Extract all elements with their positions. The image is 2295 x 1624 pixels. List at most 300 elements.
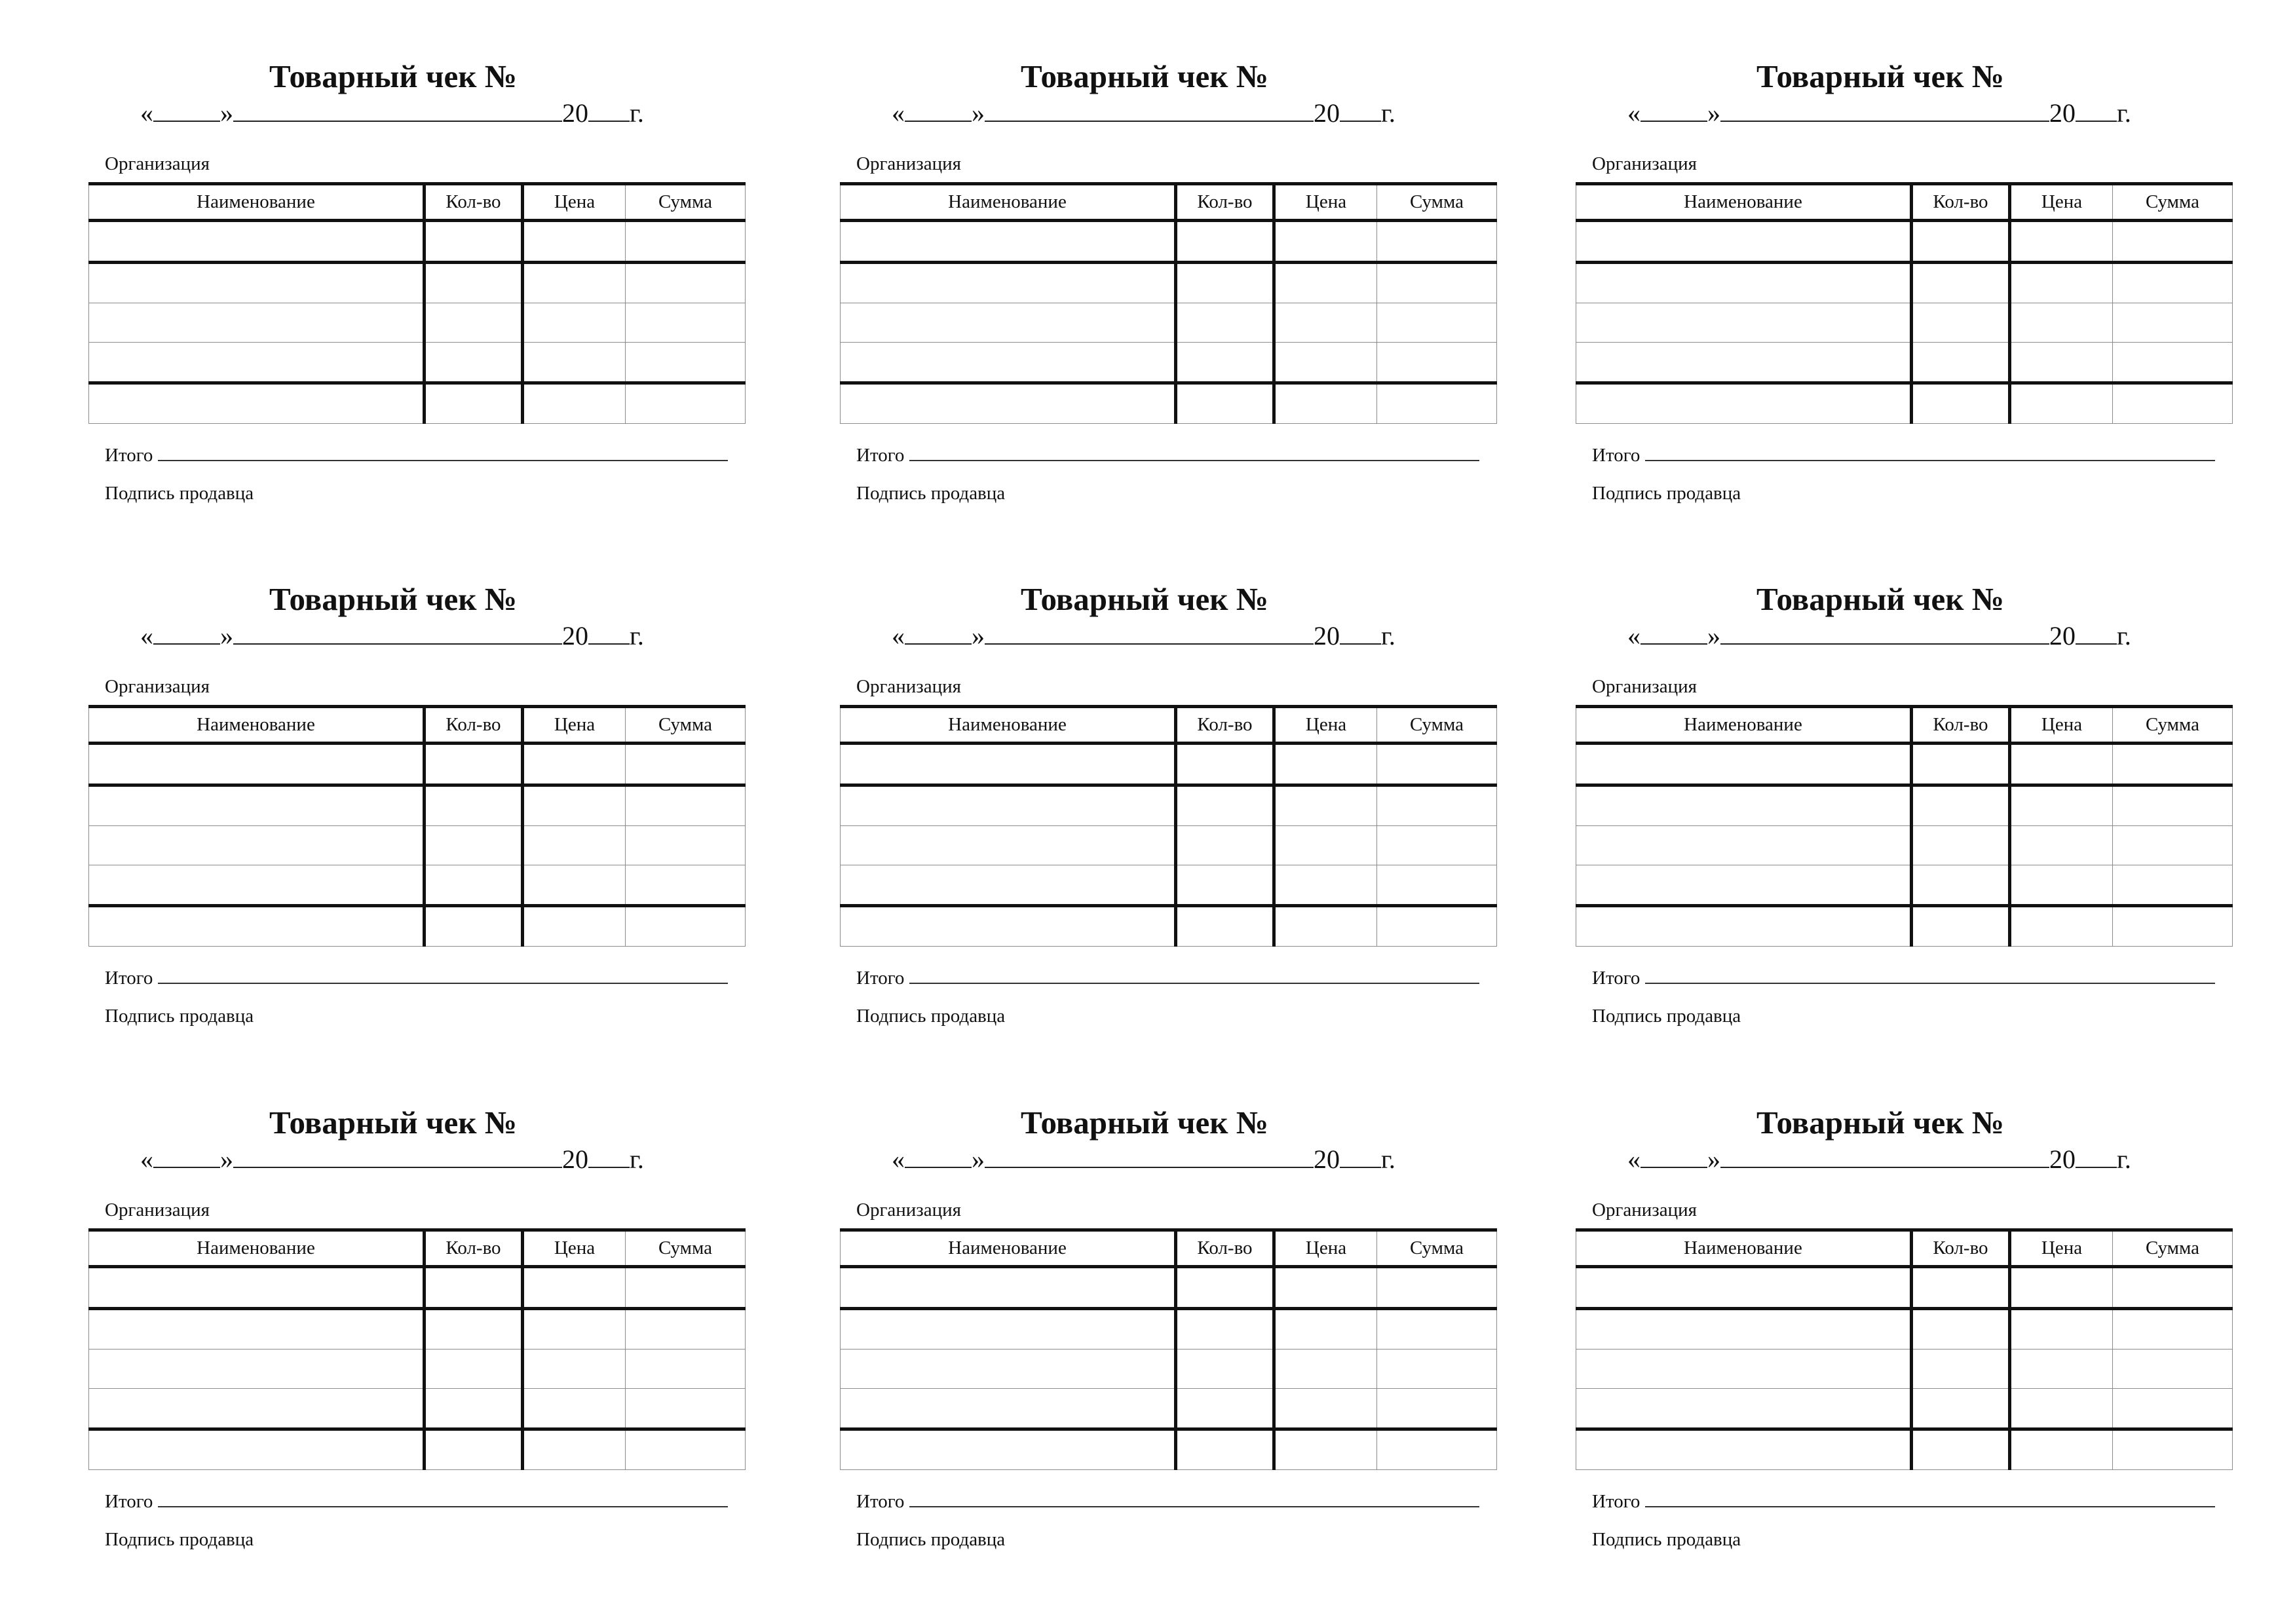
cell-price[interactable]	[2010, 263, 2113, 303]
cell-sum[interactable]	[1377, 383, 1497, 424]
cell-quantity[interactable]	[425, 826, 523, 865]
cell-name[interactable]	[841, 906, 1176, 947]
table-row	[89, 1309, 746, 1350]
cell-price[interactable]	[1274, 1389, 1377, 1429]
cell-price[interactable]	[1274, 744, 1377, 785]
cell-price[interactable]	[1274, 865, 1377, 906]
cell-name[interactable]	[841, 263, 1176, 303]
cell-name[interactable]	[1576, 744, 1912, 785]
table-row	[89, 383, 746, 424]
column-header-name: Наименование	[841, 707, 1176, 744]
date-close-quote: »	[1707, 98, 1720, 128]
month-blank[interactable]	[233, 100, 562, 122]
cell-sum[interactable]	[2113, 383, 2233, 424]
total-blank[interactable]	[909, 966, 1479, 984]
cell-sum[interactable]	[1377, 263, 1497, 303]
cell-quantity[interactable]	[1912, 744, 2010, 785]
cell-sum[interactable]	[626, 826, 746, 865]
table-row	[89, 221, 746, 263]
cell-name[interactable]	[89, 383, 425, 424]
cell-quantity[interactable]	[1176, 343, 1274, 383]
cell-name[interactable]	[841, 1267, 1176, 1309]
cell-quantity[interactable]	[1176, 744, 1274, 785]
cell-price[interactable]	[523, 744, 626, 785]
cell-quantity[interactable]	[425, 1350, 523, 1389]
cell-quantity[interactable]	[1912, 1389, 2010, 1429]
column-header-quantity: Кол-во	[1912, 184, 2010, 221]
cell-price[interactable]	[1274, 1429, 1377, 1470]
cell-quantity[interactable]	[1912, 1350, 2010, 1389]
cell-name[interactable]	[89, 343, 425, 383]
cell-price[interactable]	[523, 785, 626, 826]
day-blank[interactable]	[153, 1146, 220, 1168]
cell-quantity[interactable]	[1912, 343, 2010, 383]
cell-price[interactable]	[2010, 343, 2113, 383]
cell-name[interactable]	[1576, 263, 1912, 303]
items-table	[1576, 182, 2233, 424]
cell-price[interactable]	[2010, 1309, 2113, 1350]
cell-sum[interactable]	[2113, 1309, 2233, 1350]
cell-price[interactable]	[2010, 1429, 2113, 1470]
receipt-title: Товарный чек №	[1756, 581, 2005, 617]
cell-name[interactable]	[1576, 906, 1912, 947]
cell-sum[interactable]	[626, 785, 746, 826]
column-header-name: Наименование	[89, 184, 425, 221]
table-row	[1576, 906, 2233, 947]
cell-quantity[interactable]	[1912, 826, 2010, 865]
cell-name[interactable]	[841, 303, 1176, 343]
table-header-row	[841, 184, 1497, 221]
table-row	[89, 906, 746, 947]
cell-price[interactable]	[2010, 1350, 2113, 1389]
receipt-title: Товарный чек №	[269, 581, 518, 617]
cell-sum[interactable]	[2113, 1267, 2233, 1309]
cell-sum[interactable]	[1377, 785, 1497, 826]
cell-name[interactable]	[841, 1350, 1176, 1389]
month-blank[interactable]	[1720, 622, 2049, 645]
cell-name[interactable]	[841, 865, 1176, 906]
cell-sum[interactable]	[626, 906, 746, 947]
table-row	[1576, 1389, 2233, 1429]
cell-quantity[interactable]	[1176, 906, 1274, 947]
table-row	[89, 865, 746, 906]
date-open-quote: «	[892, 98, 905, 128]
cell-sum[interactable]	[626, 383, 746, 424]
total-blank[interactable]	[1645, 443, 2215, 461]
receipt-title: Товарный чек №	[269, 1105, 518, 1141]
cell-sum[interactable]	[2113, 221, 2233, 263]
cell-sum[interactable]	[626, 1309, 746, 1350]
cell-price[interactable]	[1274, 1350, 1377, 1389]
cell-price[interactable]	[523, 383, 626, 424]
cell-name[interactable]	[841, 1309, 1176, 1350]
cell-price[interactable]	[2010, 1267, 2113, 1309]
column-header-price: Цена	[2010, 1230, 2113, 1267]
date-open-quote: «	[1627, 98, 1641, 128]
table-row	[1576, 221, 2233, 263]
cell-quantity[interactable]	[1176, 1429, 1274, 1470]
total-label: Итого	[856, 445, 905, 466]
cell-name[interactable]	[1576, 303, 1912, 343]
cell-price[interactable]	[1274, 1267, 1377, 1309]
day-blank[interactable]	[905, 100, 972, 122]
column-header-name: Наименование	[89, 707, 425, 744]
total-line	[856, 1489, 1485, 1511]
cell-name[interactable]	[1576, 1350, 1912, 1389]
day-blank[interactable]	[1641, 1146, 1707, 1168]
cell-name[interactable]	[89, 1267, 425, 1309]
table-row	[841, 1389, 1497, 1429]
cell-sum[interactable]	[2113, 906, 2233, 947]
cell-name[interactable]	[1576, 1309, 1912, 1350]
cell-name[interactable]	[1576, 221, 1912, 263]
cell-quantity[interactable]	[1912, 1429, 2010, 1470]
cell-price[interactable]	[2010, 785, 2113, 826]
cell-quantity[interactable]	[1912, 383, 2010, 424]
date-line	[140, 1146, 644, 1173]
day-blank[interactable]	[153, 622, 220, 645]
cell-price[interactable]	[523, 303, 626, 343]
year-suffix: г.	[1381, 621, 1395, 651]
year-blank[interactable]	[2076, 100, 2117, 122]
column-header-sum: Сумма	[1377, 184, 1497, 221]
cell-sum[interactable]	[2113, 744, 2233, 785]
cell-name[interactable]	[89, 826, 425, 865]
receipt-title: Товарный чек №	[1020, 1105, 1269, 1141]
cell-price[interactable]	[2010, 383, 2113, 424]
year-blank[interactable]	[1340, 1146, 1381, 1168]
receipt-title: Товарный чек №	[269, 58, 518, 94]
day-blank[interactable]	[905, 1146, 972, 1168]
month-blank[interactable]	[985, 622, 1314, 645]
cell-price[interactable]	[523, 263, 626, 303]
cell-sum[interactable]	[1377, 906, 1497, 947]
cell-name[interactable]	[841, 826, 1176, 865]
year-blank[interactable]	[1340, 622, 1381, 645]
column-header-price: Цена	[523, 1230, 626, 1267]
cell-name[interactable]	[1576, 785, 1912, 826]
cell-name[interactable]	[89, 785, 425, 826]
cell-quantity[interactable]	[1176, 263, 1274, 303]
column-header-name: Наименование	[841, 1230, 1176, 1267]
cell-sum[interactable]	[626, 1389, 746, 1429]
cell-name[interactable]	[89, 303, 425, 343]
cell-sum[interactable]	[1377, 343, 1497, 383]
cell-quantity[interactable]	[425, 1389, 523, 1429]
date-line	[1627, 100, 2131, 126]
cell-sum[interactable]	[2113, 1350, 2233, 1389]
month-blank[interactable]	[985, 100, 1314, 122]
cell-price[interactable]	[523, 1350, 626, 1389]
table-header-row	[1576, 184, 2233, 221]
cell-sum[interactable]	[626, 263, 746, 303]
cell-quantity[interactable]	[1912, 1309, 2010, 1350]
cell-quantity[interactable]	[1912, 865, 2010, 906]
cell-name[interactable]	[1576, 343, 1912, 383]
cell-price[interactable]	[1274, 263, 1377, 303]
month-blank[interactable]	[233, 1146, 562, 1168]
sales-receipt-5	[840, 523, 1496, 1027]
year-prefix: 20	[2049, 98, 2076, 128]
year-blank[interactable]	[588, 100, 630, 122]
cell-name[interactable]	[1576, 826, 1912, 865]
cell-name[interactable]	[89, 1389, 425, 1429]
cell-quantity[interactable]	[1176, 826, 1274, 865]
cell-quantity[interactable]	[425, 263, 523, 303]
table-row	[841, 906, 1497, 947]
cell-sum[interactable]	[626, 744, 746, 785]
cell-sum[interactable]	[1377, 1429, 1497, 1470]
cell-name[interactable]	[841, 221, 1176, 263]
cell-quantity[interactable]	[1176, 1389, 1274, 1429]
cell-name[interactable]	[89, 906, 425, 947]
cell-quantity[interactable]	[425, 1267, 523, 1309]
cell-price[interactable]	[523, 1309, 626, 1350]
total-line	[856, 443, 1485, 465]
cell-quantity[interactable]	[1176, 1350, 1274, 1389]
cell-name[interactable]	[841, 1389, 1176, 1429]
month-blank[interactable]	[985, 1146, 1314, 1168]
cell-price[interactable]	[1274, 343, 1377, 383]
table-row	[841, 785, 1497, 826]
cell-price[interactable]	[2010, 221, 2113, 263]
year-blank[interactable]	[588, 1146, 630, 1168]
total-blank[interactable]	[158, 1489, 728, 1507]
column-header-sum: Сумма	[626, 184, 746, 221]
month-blank[interactable]	[233, 622, 562, 645]
column-header-quantity: Кол-во	[425, 707, 523, 744]
table-header-row	[1576, 1230, 2233, 1267]
organization-label: Организация	[1592, 676, 1697, 697]
cell-sum[interactable]	[1377, 1267, 1497, 1309]
date-line	[892, 1146, 1395, 1173]
table-row	[1576, 383, 2233, 424]
cell-quantity[interactable]	[425, 1309, 523, 1350]
cell-sum[interactable]	[2113, 263, 2233, 303]
cell-quantity[interactable]	[425, 303, 523, 343]
cell-name[interactable]	[1576, 1267, 1912, 1309]
cell-sum[interactable]	[1377, 303, 1497, 343]
cell-quantity[interactable]	[425, 744, 523, 785]
cell-quantity[interactable]	[1912, 303, 2010, 343]
cell-price[interactable]	[523, 221, 626, 263]
cell-quantity[interactable]	[425, 343, 523, 383]
cell-name[interactable]	[841, 785, 1176, 826]
year-blank[interactable]	[2076, 622, 2117, 645]
total-label: Итого	[1592, 968, 1641, 989]
cell-price[interactable]	[523, 906, 626, 947]
cell-price[interactable]	[523, 1389, 626, 1429]
table-row	[89, 744, 746, 785]
cell-quantity[interactable]	[1912, 221, 2010, 263]
cell-quantity[interactable]	[1912, 906, 2010, 947]
cell-sum[interactable]	[1377, 826, 1497, 865]
cell-sum[interactable]	[2113, 826, 2233, 865]
total-line	[856, 966, 1485, 988]
cell-sum[interactable]	[1377, 221, 1497, 263]
column-header-quantity: Кол-во	[425, 1230, 523, 1267]
cell-name[interactable]	[1576, 865, 1912, 906]
organization-label: Организация	[105, 1199, 210, 1220]
table-header-row	[89, 184, 746, 221]
column-header-name: Наименование	[841, 184, 1176, 221]
date-open-quote: «	[892, 621, 905, 651]
year-suffix: г.	[1381, 98, 1395, 128]
cell-price[interactable]	[2010, 865, 2113, 906]
cell-sum[interactable]	[2113, 785, 2233, 826]
cell-price[interactable]	[523, 865, 626, 906]
day-blank[interactable]	[1641, 100, 1707, 122]
cell-sum[interactable]	[2113, 343, 2233, 383]
cell-price[interactable]	[1274, 785, 1377, 826]
date-line	[892, 100, 1395, 126]
cell-sum[interactable]	[626, 221, 746, 263]
total-label: Итого	[105, 445, 153, 466]
organization-label: Организация	[105, 676, 210, 697]
day-blank[interactable]	[1641, 622, 1707, 645]
cell-name[interactable]	[841, 383, 1176, 424]
receipt-title: Товарный чек №	[1020, 581, 1269, 617]
date-open-quote: «	[140, 1144, 153, 1174]
year-prefix: 20	[2049, 621, 2076, 651]
year-blank[interactable]	[588, 622, 630, 645]
cell-price[interactable]	[1274, 221, 1377, 263]
cell-sum[interactable]	[2113, 303, 2233, 343]
cell-name[interactable]	[841, 744, 1176, 785]
cell-sum[interactable]	[2113, 865, 2233, 906]
cell-quantity[interactable]	[425, 383, 523, 424]
cell-sum[interactable]	[1377, 744, 1497, 785]
cell-quantity[interactable]	[425, 865, 523, 906]
cell-quantity[interactable]	[425, 221, 523, 263]
column-header-quantity: Кол-во	[1912, 707, 2010, 744]
total-blank[interactable]	[158, 443, 728, 461]
date-line	[140, 622, 644, 649]
month-blank[interactable]	[1720, 1146, 2049, 1168]
cell-name[interactable]	[1576, 1429, 1912, 1470]
cell-price[interactable]	[2010, 1389, 2113, 1429]
cell-name[interactable]	[1576, 383, 1912, 424]
column-header-name: Наименование	[1576, 184, 1912, 221]
cell-sum[interactable]	[1377, 1309, 1497, 1350]
cell-quantity[interactable]	[1176, 221, 1274, 263]
year-suffix: г.	[2117, 621, 2131, 651]
date-close-quote: »	[220, 1144, 233, 1174]
column-header-price: Цена	[523, 184, 626, 221]
table-row	[1576, 1309, 2233, 1350]
cell-sum[interactable]	[2113, 1429, 2233, 1470]
total-label: Итого	[105, 968, 153, 989]
cell-price[interactable]	[2010, 303, 2113, 343]
cell-quantity[interactable]	[1912, 785, 2010, 826]
cell-quantity[interactable]	[1176, 383, 1274, 424]
cell-sum[interactable]	[626, 303, 746, 343]
cell-quantity[interactable]	[1176, 1309, 1274, 1350]
cell-name[interactable]	[1576, 1389, 1912, 1429]
cell-price[interactable]	[523, 1267, 626, 1309]
cell-price[interactable]	[2010, 744, 2113, 785]
table-header-row	[1576, 707, 2233, 744]
cell-sum[interactable]	[2113, 1389, 2233, 1429]
cell-name[interactable]	[841, 343, 1176, 383]
year-suffix: г.	[1381, 1144, 1395, 1174]
total-label: Итого	[856, 968, 905, 989]
cell-sum[interactable]	[626, 865, 746, 906]
cell-name[interactable]	[89, 1429, 425, 1470]
day-blank[interactable]	[153, 100, 220, 122]
cell-price[interactable]	[523, 343, 626, 383]
cell-quantity[interactable]	[425, 906, 523, 947]
date-close-quote: »	[1707, 1144, 1720, 1174]
cell-name[interactable]	[841, 1429, 1176, 1470]
cell-price[interactable]	[1274, 303, 1377, 343]
table-header-row	[89, 1230, 746, 1267]
total-blank[interactable]	[1645, 966, 2215, 984]
column-header-price: Цена	[1274, 184, 1377, 221]
cell-price[interactable]	[1274, 383, 1377, 424]
total-blank[interactable]	[909, 443, 1479, 461]
year-blank[interactable]	[1340, 100, 1381, 122]
cell-quantity[interactable]	[1176, 1267, 1274, 1309]
date-line	[1627, 1146, 2131, 1173]
total-blank[interactable]	[1645, 1489, 2215, 1507]
total-blank[interactable]	[158, 966, 728, 984]
cell-price[interactable]	[2010, 826, 2113, 865]
table-row	[841, 383, 1497, 424]
cell-quantity[interactable]	[1176, 865, 1274, 906]
year-blank[interactable]	[2076, 1146, 2117, 1168]
cell-price[interactable]	[1274, 1309, 1377, 1350]
cell-price[interactable]	[523, 1429, 626, 1470]
table-header-row	[841, 707, 1497, 744]
cell-name[interactable]	[89, 744, 425, 785]
table-row	[841, 1309, 1497, 1350]
cell-quantity[interactable]	[1912, 1267, 2010, 1309]
cell-quantity[interactable]	[1176, 303, 1274, 343]
date-close-quote: »	[220, 621, 233, 651]
total-blank[interactable]	[909, 1489, 1479, 1507]
date-open-quote: «	[140, 621, 153, 651]
cell-sum[interactable]	[1377, 1389, 1497, 1429]
cell-sum[interactable]	[626, 1429, 746, 1470]
cell-sum[interactable]	[626, 1267, 746, 1309]
cell-quantity[interactable]	[1912, 263, 2010, 303]
cell-price[interactable]	[523, 826, 626, 865]
cell-quantity[interactable]	[425, 785, 523, 826]
cell-quantity[interactable]	[1176, 785, 1274, 826]
cell-price[interactable]	[1274, 906, 1377, 947]
day-blank[interactable]	[905, 622, 972, 645]
cell-name[interactable]	[89, 865, 425, 906]
total-label: Итого	[856, 1491, 905, 1512]
cell-sum[interactable]	[626, 1350, 746, 1389]
cell-name[interactable]	[89, 221, 425, 263]
table-row	[841, 744, 1497, 785]
cell-name[interactable]	[89, 1309, 425, 1350]
total-label: Итого	[105, 1491, 153, 1512]
cell-price[interactable]	[1274, 826, 1377, 865]
cell-sum[interactable]	[626, 343, 746, 383]
total-label: Итого	[1592, 1491, 1641, 1512]
cell-sum[interactable]	[1377, 865, 1497, 906]
year-suffix: г.	[2117, 1144, 2131, 1174]
cell-price[interactable]	[2010, 906, 2113, 947]
cell-quantity[interactable]	[425, 1429, 523, 1470]
month-blank[interactable]	[1720, 100, 2049, 122]
cell-name[interactable]	[89, 1350, 425, 1389]
cell-sum[interactable]	[1377, 1350, 1497, 1389]
cell-name[interactable]	[89, 263, 425, 303]
